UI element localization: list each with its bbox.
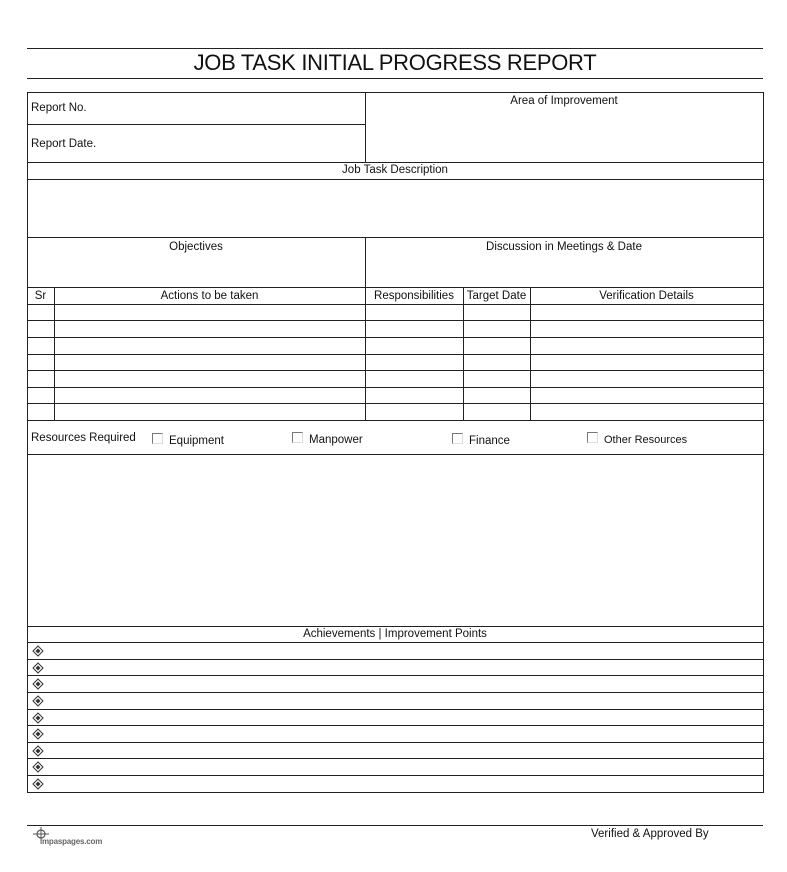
resources-required-label: Resources Required [31,432,136,444]
diamond-bullet-icon [32,678,44,690]
finance-label: Finance [469,435,510,447]
equipment-checkbox[interactable] [152,433,163,444]
rule [27,626,763,627]
header-row-divider [27,124,365,125]
rule [27,420,763,421]
diamond-bullet-icon [32,778,44,790]
table-row[interactable] [27,404,763,420]
discussion-label: Discussion in Meetings & Date [486,241,642,253]
col-header-target-date: Target Date [466,290,527,302]
table-row[interactable] [27,388,763,403]
rule [27,162,763,163]
list-item[interactable] [48,676,760,691]
list-item[interactable] [48,776,760,790]
diamond-bullet-icon [32,695,44,707]
col-header-sr: Sr [34,290,47,302]
list-item[interactable] [48,710,760,725]
list-item[interactable] [48,726,760,741]
job-task-description-label: Job Task Description [342,164,448,176]
discussion-field[interactable] [370,257,758,285]
manpower-label: Manpower [309,434,363,446]
equipment-label: Equipment [169,435,224,447]
list-item[interactable] [48,743,760,758]
diamond-bullet-icon [32,662,44,674]
report-date-field[interactable] [120,130,360,158]
rule [27,237,763,238]
other-resources-label: Other Resources [604,434,688,446]
area-of-improvement-label: Area of Improvement [510,95,618,107]
table-row[interactable] [27,338,763,354]
col-header-verification: Verification Details [599,290,694,302]
list-item[interactable] [48,643,760,658]
area-of-improvement-field[interactable] [370,112,758,158]
diamond-bullet-icon [32,728,44,740]
objectives-field[interactable] [30,257,362,285]
page-title: JOB TASK INITIAL PROGRESS REPORT [193,50,597,75]
report-no-label: Report No. [31,102,87,114]
verified-approved-label: Verified & Approved By [591,828,709,840]
diamond-bullet-icon [32,745,44,757]
footer-rule [27,825,763,826]
list-item[interactable] [48,759,760,774]
diamond-bullet-icon [32,645,44,657]
resources-notes-field[interactable] [30,458,760,624]
job-task-description-field[interactable] [30,182,760,234]
other-resources-checkbox[interactable] [587,432,598,443]
diamond-bullet-icon [32,712,44,724]
objectives-label: Objectives [169,241,223,253]
table-row[interactable] [27,321,763,337]
report-no-field[interactable] [120,97,360,121]
list-item[interactable] [48,693,760,708]
table-row[interactable] [27,305,763,320]
list-item[interactable] [48,660,760,675]
title-rule-top [27,48,763,49]
col-header-actions: Actions to be taken [160,290,259,302]
manpower-checkbox[interactable] [292,432,303,443]
col-header-responsibilities: Responsibilities [374,290,454,302]
achievements-label: Achievements | Improvement Points [303,628,487,640]
rule [27,454,763,455]
finance-checkbox[interactable] [452,433,463,444]
verified-approved-field[interactable] [590,842,762,866]
rule [27,287,763,288]
report-date-label: Report Date. [31,138,97,150]
table-row[interactable] [27,371,763,387]
title-rule-bottom [27,78,763,79]
rule [27,179,763,180]
logo-text: impaspages.com [40,837,103,846]
table-row[interactable] [27,355,763,370]
diamond-bullet-icon [32,761,44,773]
